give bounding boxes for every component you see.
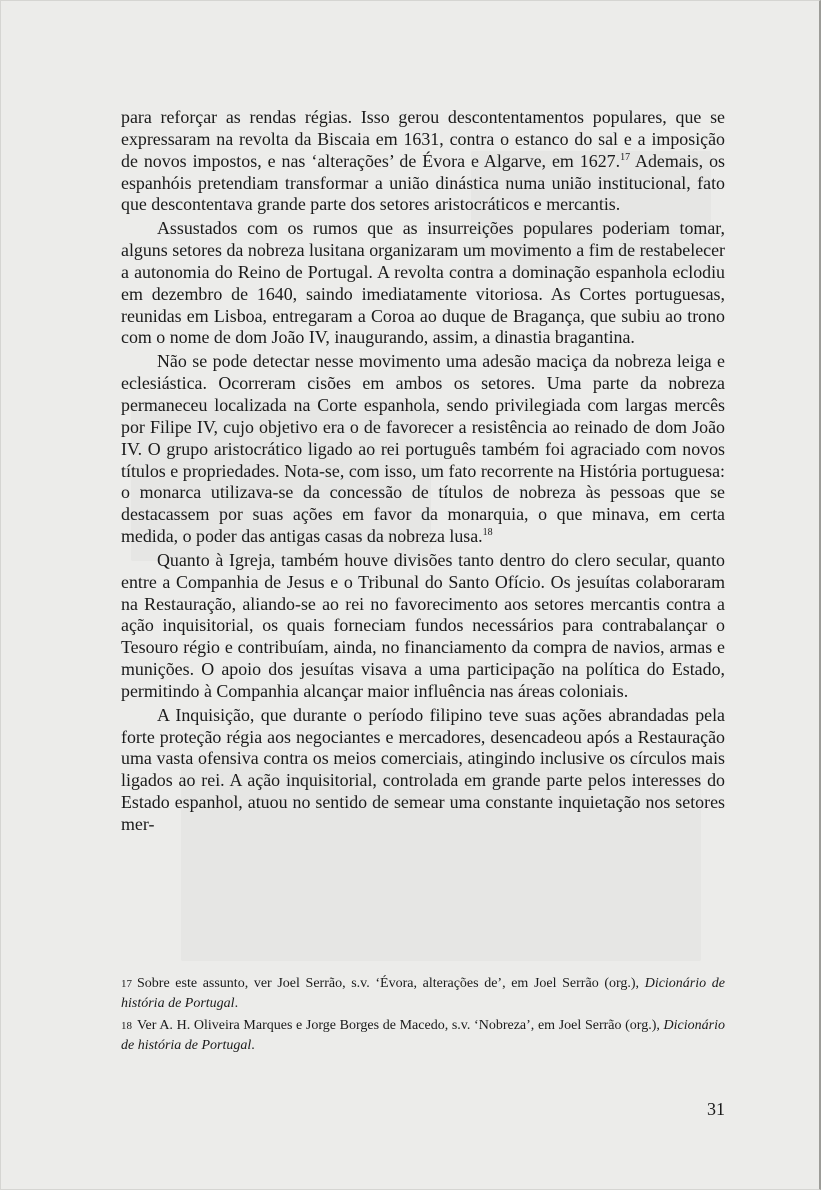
footnote-text-end: .: [251, 1038, 255, 1053]
footnote-text: Ver A. H. Oliveira Marques e Jorge Borges de Macedo, s.v. ‘Nobreza’, em Joel Serrão (org.),: [137, 1018, 664, 1033]
paragraph-text: Não se pode detectar nesse movimento uma adesão maciça da nobreza leiga e eclesiástica. Ocorreram cisões em ambos os setores. Uma parte da nobreza permaneceu localizada na Corte espanhola, sendo privilegiada com largas mercês por Filipe IV, cujo objetivo era o de favorecer a resistência ao reinado de dom João IV. O grupo aristocrático ligado ao rei português também foi agraciado com novos títulos e propriedades. Nota-se, com isso, um fato recorrente na História portuguesa: o monarca utilizava-se da concessão de títulos de nobreza às pessoas que se destacassem por suas ações em favor da monarquia, o que minava, em certa medida, o poder das antigas casas da nobreza lusa.: [121, 351, 725, 547]
paragraph-1: [121, 107, 725, 216]
paragraph-text: A Inquisição, que durante o período filipino teve suas ações abrandadas pela forte proteção régia aos negociantes e mercadores, desencadeou após a Restauração uma vasta ofensiva contra os meios comerciais, atingindo inclusive os círculos mais ligados ao rei. A ação inquisitorial, controlada em grande parte pelos interesses do Estado espanhol, atuou no sentido de semear uma constante inquietação nos setores mer-: [121, 704, 725, 834]
paragraph-3: [121, 351, 725, 548]
paragraph-text-tail: Ademais, os espanhóis pretendiam transformar a união dinástica numa união institucional, fato que descontentava grande parte dos setores aristocráticos e mercantis.: [121, 150, 725, 215]
footnote-book-title: Dicionário de história de Portugal: [121, 1018, 725, 1053]
paragraph-4: [121, 550, 725, 703]
paragraph-text: para reforçar as rendas régias. Isso gerou descontentamentos populares, que se expressaram na revolta da Biscaia em 1631, contra o estanco do sal e a imposição de novos impostos, e nas ‘alterações’ de Évora e Algarve, em 1627.: [121, 107, 725, 171]
paragraph-5: [121, 705, 725, 836]
paragraph-2: [121, 218, 725, 349]
footnotes: [121, 974, 725, 1058]
body-text: [121, 107, 725, 838]
footnote-ref-17[interactable]: 17: [620, 151, 631, 163]
footnote-text-end: .: [234, 996, 239, 1011]
page-number: 31: [707, 1099, 725, 1119]
paragraph-text: Assustados com os rumos que as insurreições populares poderiam tomar, alguns setores da nobreza lusitana organizaram um movimento a fim de restabelecer a autonomia do Reino de Portugal. A revolta contra a dominação espanhola eclodiu em dezembro de 1640, saindo imediatamente vitoriosa. As Cortes portuguesas, reunidas em Lisboa, entregaram a Coroa ao duque de Bragança, que subiu ao trono com o nome de dom João IV, inaugurando, assim, a dinastia bragantina.: [121, 218, 725, 348]
footnote-book-title: Dicionário de história de Portugal: [121, 976, 725, 1011]
paragraph-text: Quanto à Igreja, também houve divisões tanto dentro do clero secular, quanto entre a Companhia de Jesus e o Tribunal do Santo Ofício. Os jesuítas colaboraram na Restauração, aliando-se ao rei no favorecimento aos setores mercantis contra a ação inquisitorial, os quais forneciam fundos necessários para contrabalançar o Tesouro régio e contribuíam, ainda, no financiamento da compra de navios, armas e munições. O apoio dos jesuítas visava a uma participação na política do Estado, permitindo à Companhia alcançar maior influência nas áreas coloniais.: [121, 549, 725, 701]
footnote-18: [121, 1016, 725, 1055]
footnote-number: 18: [121, 1020, 132, 1032]
footnote-17: [121, 974, 725, 1013]
footnote-number: 17: [121, 978, 132, 990]
footnote-text: Sobre este assunto, ver Joel Serrão, s.v. ‘Évora, alterações de’, em Joel Serrão (org.),: [137, 976, 645, 991]
footnote-ref-18[interactable]: 18: [482, 527, 493, 539]
